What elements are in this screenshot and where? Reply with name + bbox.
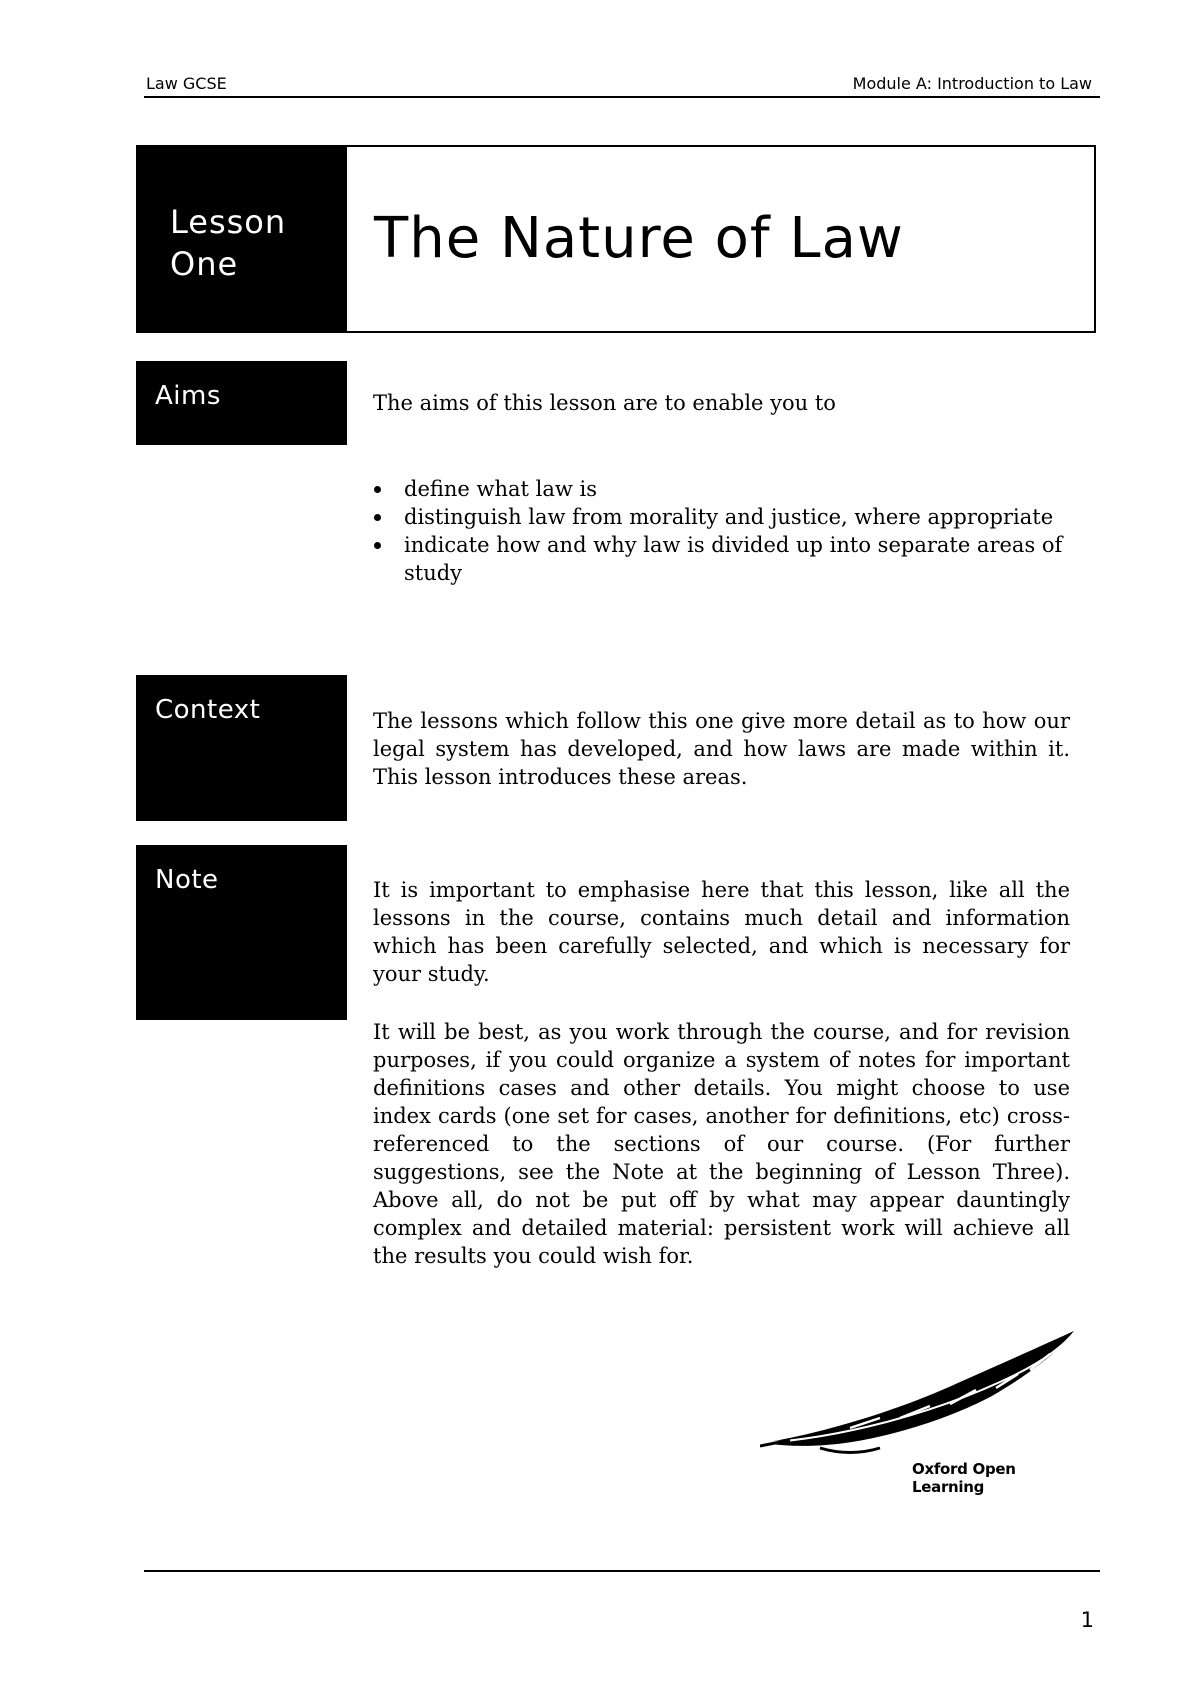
lesson-title-block — [136, 145, 1096, 333]
lesson-label-line1: Lesson — [170, 203, 287, 241]
context-label: Context — [136, 675, 347, 821]
context-text: The lessons which follow this one give more detail as to how our legal system has developed, and how laws are made within it. This lesson introduces these areas. — [373, 709, 1070, 789]
header-module-title: Module A: Introduction to Law — [852, 74, 1092, 93]
lesson-label-line2: One — [170, 245, 239, 283]
lesson-number-label — [136, 145, 347, 333]
aims-intro: The aims of this lesson are to enable you to — [373, 391, 836, 415]
aims-label: Aims — [136, 361, 347, 445]
lesson-title: The Nature of Law — [374, 206, 904, 271]
footer-rule — [144, 1570, 1100, 1572]
note-label: Note — [136, 845, 347, 1020]
page-number: 1 — [1080, 1608, 1094, 1632]
aims-list — [373, 475, 1070, 587]
oxford-open-learning-logo — [760, 1330, 1080, 1496]
note-paragraph-2: It will be best, as you work through the course, and for revision purposes, if you could organize a system of notes for important definitions cases and other details. You might choose to use index cards (one set for cases, another for definitions, etc) cross-referenced to the sections of our course. (For further suggestions, see the Note at the beginning of Lesson Three). Above all, do not be put off by what may appear dauntingly complex and detailed material: persistent work will achieve all the results you could wish for. — [373, 1020, 1070, 1268]
aims-list-item: define what law is — [373, 475, 1070, 503]
quill-feather-icon — [760, 1330, 1080, 1460]
lesson-title-box — [347, 145, 1096, 333]
aims-list-item: distinguish law from morality and justice, where appropriate — [373, 503, 1070, 531]
logo-wordmark: Oxford Open Learning — [912, 1460, 1016, 1496]
header-course-title: Law GCSE — [146, 74, 227, 93]
running-header — [144, 74, 1100, 98]
note-paragraph-1: It is important to emphasise here that this lesson, like all the lessons in the course, contains much detail and information which has been carefully selected, and which is necessary for your study. — [373, 878, 1070, 986]
aims-list-item: indicate how and why law is divided up into separate areas of study — [373, 531, 1070, 587]
